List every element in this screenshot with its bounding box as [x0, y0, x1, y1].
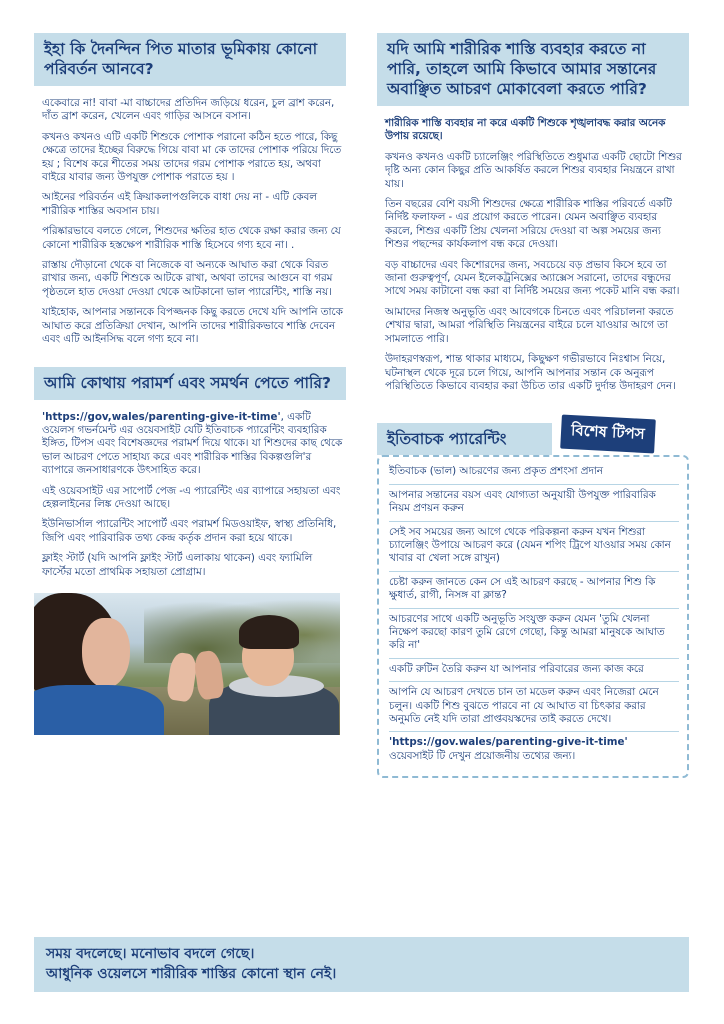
footer-banner: [34, 937, 689, 992]
paragraph: পরিষ্কারভাবে বলতে গেলে, শিশুদের ক্ষতির হাত থেকে রক্ষা করার জন্য যে কোনো শারীরিক হস্তক্ষেপ শারীরিক শাস্তি হিসেবে গণ্য হবে না। .: [42, 225, 341, 251]
tip-item: আপনি যে আচরণ দেখতে চান তা মডেল করুন এবং নিজেরা মেনে চলুন। একটি শিশু বুঝতে পারবে না যে আঘাত বা চিৎকার করার অনুমতি নেই যদি তারা প্রাপ্তবয়স্কদের তাই করতে দেখে।: [389, 682, 679, 732]
positive-parenting-tips: [377, 423, 689, 778]
footer-line-2: আধুনিক ওয়েলসে শারীরিক শাস্তির কোনো স্থান নেই।: [46, 966, 337, 982]
photo-boy-hair: [239, 615, 299, 649]
tips-badge: বিশেষ টিপস: [560, 415, 655, 454]
paragraph: ইউনিভার্সাল প্যারেন্টিং সাপোর্ট এবং পরামর্শ মিডওয়াইফ, স্বাস্থ্য প্রতিনিধি, জিপি এবং পারিবারিক তথ্য কেন্দ্র কর্তৃক প্রদান করা হয়ে থাকে।: [42, 518, 337, 544]
section-heading-advice-support: আমি কোথায় পরামর্শ এবং সমর্থন পেতে পারি?: [34, 367, 346, 400]
right-column: [377, 33, 689, 778]
paragraph: একেবারে না! বাবা -মা বাচ্চাদের প্রতিদিন জড়িয়ে ধরেন, চুল ব্রাশ করেন, দাঁত ব্রাশ করেন, খেলেন এবং গাড়ির আসনে বসান।: [42, 97, 335, 123]
paragraph: বড় বাচ্চাদের এবং কিশোরদের জন্য, সবচেয়ে বড় প্রভাব কিসে হবে তা জানা গুরুত্বপূর্ণ, যেমন ইলেকট্রনিক্সের অ্যাক্সেস সরানো, তাদের বন্ধুদের সাথে সময় কাটানো বন্ধ করা বা নির্দিষ্ট সময়ের জন্য পকেট মানি বন্ধ করা।: [385, 258, 680, 298]
tip-item: একটি রুটিন তৈরি করুন যা আপনার পরিবারের জন্য কাজ করে: [389, 659, 679, 682]
paragraph: রাস্তায় দৌড়ানো থেকে বা নিজেকে বা অন্যকে আঘাত করা থেকে বিরত রাখার জন্য, একটি শিশুকে আটকে রাখা, অথবা তাদের আগুনে বা গরম পৃষ্ঠতলে হাত দেওয়া দেওয়া থেকে আটকানো ভাল প্যারেন্টিং, শাস্তি নয়।: [42, 259, 333, 298]
section-heading-unwanted-behaviour: যদি আমি শারীরিক শাস্তি ব্যবহার করতে না পারি, তাহলে আমি কিভাবে আমার সন্তানের অবাঞ্ছিত আচরণ মোকাবেলা করতে পারি?: [377, 33, 689, 106]
photo-woman-face: [82, 618, 130, 688]
tip-item: আচরণের সাথে একটি অনুভূতি সংযুক্ত করুন যেমন 'তুমি খেলনা নিক্ষেপ করছো কারণ তুমি রেগে গেছো, কিন্তু আমরা মানুষকে আঘাত করি না': [389, 609, 679, 659]
tips-heading: ইতিবাচক প্যারেন্টিং: [377, 423, 552, 455]
tip-item: চেষ্টা করুন জানতে কেন সে এই আচরণ করছে - আপনার শিশু কি ক্ষুধার্ত, রাগী, নিসঙ্গ বা ক্লান্ত?: [389, 572, 679, 609]
tip-item: আপনার সন্তানের বয়স এবং যোগ্যতা অনুযায়ী উপযুক্ত পারিবারিক নিয়ম প্রণয়ন করুন: [389, 485, 679, 522]
paragraph: কখনও কখনও একটি চ্যালেঞ্জিং পরিস্থিতিতে শুধুমাত্র একটি ছোটো শিশুর দৃষ্টি অন্য কোন কিছুর প্রতি আকর্ষিত করলে শিশুর ব্যবহার নিয়ন্ত্রনে রাখা যায়।: [385, 150, 682, 190]
paragraph: [34, 411, 346, 478]
website-link[interactable]: 'https://gov.wales/parenting-give-it-time': [389, 736, 628, 749]
left-column: [34, 33, 346, 735]
paragraph-text: , একটি ওয়েলস গভর্নমেন্ট এর ওয়েবসাইট যেটি ইতিবাচক প্যারেন্টিং ব্যবহারিক ইঙ্গিত, টিপস এবং বিশেষজ্ঞদের পরামর্শ দিয়ে থাকে। যা শিশুদের কাছ থেকে ভাল আচরণ পেতে সাহায্য করে এবং শারীরিক শাস্তির বিকল্পগুলি'র ব্যাপারে জনসাধারণকে উৎসাহিত করে।: [42, 410, 343, 477]
section-heading-daily-parenting: ইহা কি দৈনন্দিন পিত মাতার ভূমিকায় কোনো পরিবর্তন আনবে?: [34, 33, 346, 86]
paragraph: এই ওয়েবসাইট এর সাপোর্ট পেজ -এ প্যারেন্টিং এর ব্যাপারে সহায়তা এবং হেল্পলাইনের লিঙ্ক দেওয়া আছে।: [42, 484, 341, 510]
paragraph: তিন বছরের বেশি বয়সী শিশুদের ক্ষেত্রে শারীরিক শাস্তির পরিবর্তে একটি নির্দিষ্ট ফলাফল - এর প্রয়োগ করতে পারেন। যেমন অবাঞ্ছিত ব্যবহার করলে, শিশুর একটি প্রিয় খেলনা সরিয়ে দেওয়া বা অল্প সময়ের জন্য শিশুর পছন্দের কার্যকলাপ বন্ধ করে দেওয়া।: [385, 198, 672, 251]
tip-item-website: [389, 732, 679, 768]
paragraph: কখনও কখনও এটি একটি শিশুকে পোশাক পরানো কঠিন হতে পারে, কিছু ক্ষেত্রে তাদের ইচ্ছের বিরুদ্ধে গিয়ে বাবা মা কে তাদের পোশাক পরিয়ে দিতে হয় ; বিশেষ করে শীতের সময় তাদের গরম পোশাক পরাতে হয়, অথবা বাইরে যাবার জন্য উপযুক্ত পোশাক পরাতে হয় ।: [42, 130, 342, 184]
tip-text: ওয়েবসাইট টি দেখুন প্রয়োজনীয় তথ্যের জন্য।: [389, 749, 576, 762]
intro-paragraph: শারীরিক শাস্তি ব্যবহার না করে একটি শিশুকে শৃঙ্খলাবদ্ধ করার অনেক উপায় রয়েছে।: [385, 117, 666, 143]
photo-woman-body: [34, 685, 164, 735]
tips-box: [377, 455, 689, 778]
paragraph: ফ্লাইং স্টার্ট (যদি আপনি ফ্লাইং স্টার্ট এলাকায় থাকেন) এবং ফ্যামিলি ফার্স্টের মতো প্রাথমিক সহায়তা প্রোগ্রাম।: [42, 552, 313, 578]
tip-item: সেই সব সময়ের জন্য আগে থেকে পরিকল্পনা করুন যখন শিশুরা চ্যালেঞ্জিং উপায়ে আচরণ করে (যেমন শপিং ট্রিপে যাওয়ার সময় কোন খাবার বা খেলা সঙ্গে রাখুন): [389, 522, 679, 572]
paragraph: আমাদের নিজস্ব অনুভূতি এবং আবেগকে চিনতে এবং পরিচালনা করতে শেখার দ্বারা, আমরা পরিস্থিতি নিয়ন্ত্রনের বাইরে চলে যাওয়ার আগে তা সামলাতে পারি।: [385, 305, 674, 345]
tip-item: ইতিবাচক (ভাল) আচরণের জন্য প্রকৃত প্রশংসা প্রদান: [389, 461, 679, 484]
footer-line-1: সময় বদলেছে। মনোভাব বদলে গেছে।: [46, 946, 255, 962]
paragraph: উদাহরণস্বরূপ, শান্ত থাকার মাধ্যমে, কিছুক্ষণ গভীরভাবে নিঃশ্বাস নিয়ে, ঘটনাস্থল থেকে দূরে চলে গিয়ে, আপনি আপনার সন্তান কে অনুরূপ পরিস্থিতিতে কিভাবে ব্যবহার করা উচিত তার একটি দুর্দান্ত উদাহরণ দেন।: [385, 353, 676, 392]
paragraph: যাইহোক, আপনার সন্তানকে বিপজ্জনক কিছু করতে দেখে যদি আপনি তাকে আঘাত করে প্রতিক্রিয়া দেখান, আপনি তাদের শারীরিকভাবে শাস্তি দেবেন এবং এটি আইনসিদ্ধ বলে গণ্য হবে না।: [42, 306, 343, 346]
website-link[interactable]: 'https://gov,wales/parenting-give-it-time': [42, 410, 281, 423]
paragraph: আইনের পরিবর্তন এই ক্রিয়াকলাপগুলিকে বাধা দেয় না - এটি কেবল শারীরিক শাস্তির অবসান চায়।: [42, 191, 317, 217]
parent-child-photo: [34, 593, 340, 735]
